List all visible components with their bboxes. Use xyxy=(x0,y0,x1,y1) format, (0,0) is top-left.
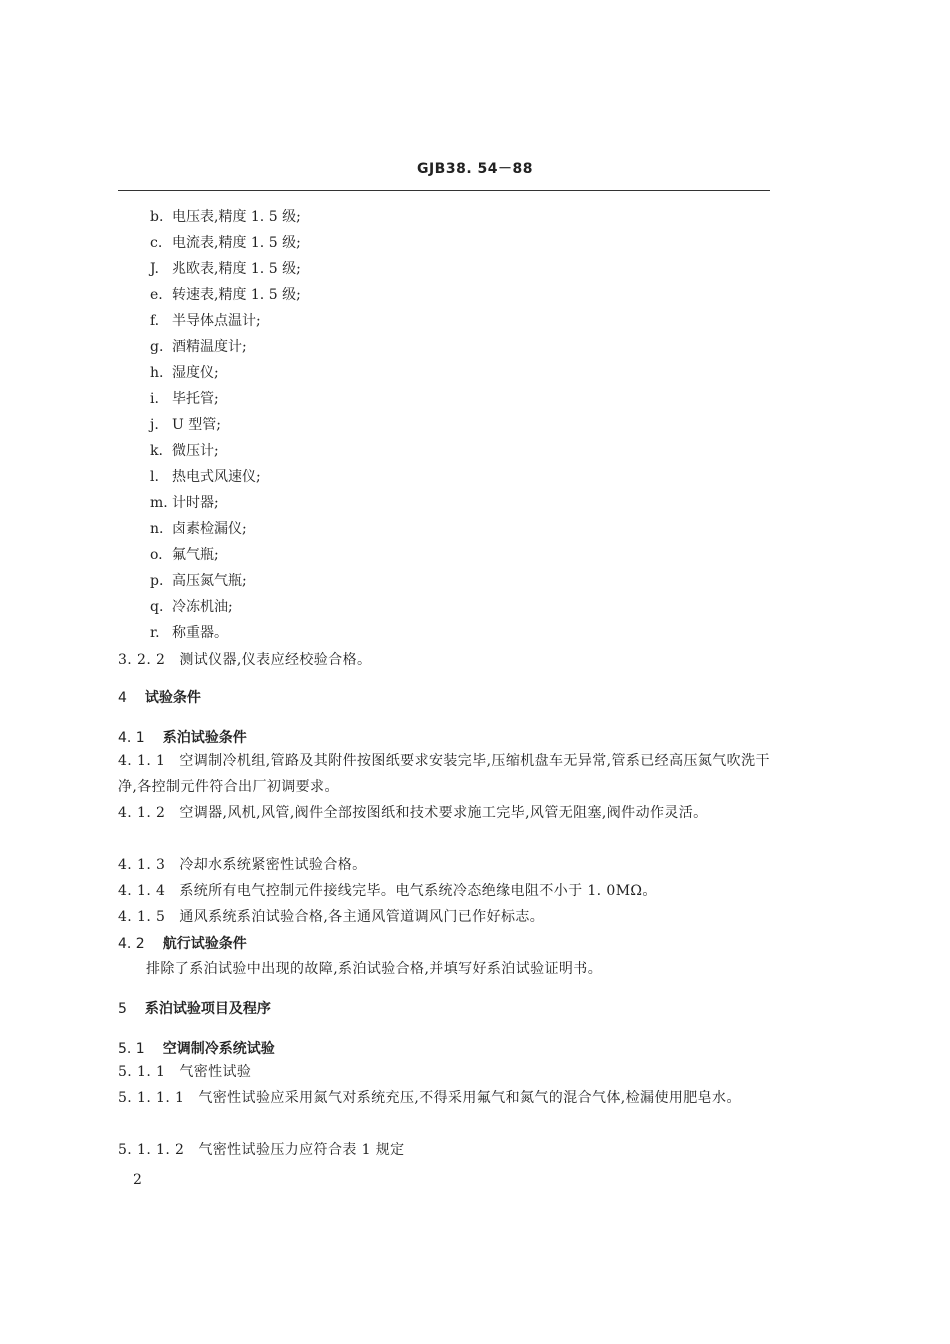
list-item-text: U 型管; xyxy=(172,417,221,433)
section-title: 空调制冷系统试验 xyxy=(162,1041,275,1057)
clause-number: 4. 1. 1 xyxy=(118,753,166,769)
section-number: 4. 1 xyxy=(118,730,145,746)
list-item-text: 电流表,精度 1. 5 级; xyxy=(172,235,301,251)
list-item-label: p. xyxy=(150,573,164,589)
clause-text: 气密性试验应采用氮气对系统充压,不得采用氟气和氮气的混合气体,检漏使用肥皂水。 xyxy=(198,1090,741,1106)
clause-text: 冷却水系统紧密性试验合格。 xyxy=(179,857,367,873)
list-item xyxy=(150,389,219,409)
list-item xyxy=(150,493,219,513)
section-title: 航行试验条件 xyxy=(162,936,247,952)
section-title: 试验条件 xyxy=(144,690,201,706)
list-item xyxy=(150,363,219,383)
list-item xyxy=(150,519,247,539)
clause-text: 系统所有电气控制元件接线完毕。电气系统冷态绝缘电阻不小于 1. 0MΩ。 xyxy=(179,883,657,899)
list-item-label: J. xyxy=(150,261,159,277)
list-item-text: 卤素检漏仪; xyxy=(172,521,247,537)
subsection-heading xyxy=(118,934,247,954)
clause-4-1-4 xyxy=(118,878,773,904)
clause-number: 4. 1. 4 xyxy=(118,883,166,899)
clause-text: 空调制冷机组,管路及其附件按图纸要求安装完毕,压缩机盘车无异常,管系已经高压氮气吹洗干净,各控制元件符合出厂初调要求。 xyxy=(118,753,770,795)
list-item xyxy=(150,233,301,253)
clause-text: 通风系统系泊试验合格,各主通风管道调风门已作好标志。 xyxy=(179,909,545,925)
clause-number: 5. 1. 1. 2 xyxy=(118,1142,185,1158)
list-item-label: l. xyxy=(150,469,159,485)
paragraph-4-2: 排除了系泊试验中出现的故障,系泊试验合格,并填写好系泊试验证明书。 xyxy=(146,961,603,977)
section-heading xyxy=(118,688,201,708)
list-item-label: g. xyxy=(150,339,164,355)
list-item-label: r. xyxy=(150,625,160,641)
list-item-text: 半导体点温计; xyxy=(172,313,261,329)
list-item-label: o. xyxy=(150,547,163,563)
list-item-label: e. xyxy=(150,287,163,303)
list-item-label: n. xyxy=(150,521,164,537)
list-item-text: 酒精温度计; xyxy=(172,339,247,355)
clause-4-1-5 xyxy=(118,904,773,930)
list-item-label: b. xyxy=(150,209,164,225)
clause-number: 4. 1. 2 xyxy=(118,805,166,821)
list-item-text: 兆欧表,精度 1. 5 级; xyxy=(172,261,301,277)
list-item-text: 毕托管; xyxy=(172,391,219,407)
clause-number: 5. 1. 1 xyxy=(118,1064,166,1080)
page-number: 2 xyxy=(133,1172,142,1188)
clause-text: 测试仪器,仪表应经校验合格。 xyxy=(179,652,372,668)
section-heading xyxy=(118,999,271,1019)
list-item-text: 计时器; xyxy=(172,495,219,511)
list-item-text: 电压表,精度 1. 5 级; xyxy=(172,209,301,225)
clause-number: 3. 2. 2 xyxy=(118,652,166,668)
clause-4-1-1 xyxy=(118,748,773,800)
header-rule xyxy=(118,190,770,191)
clause-number: 4. 1. 5 xyxy=(118,909,166,925)
list-item xyxy=(150,623,228,643)
clause-5-1-1 xyxy=(118,1059,773,1085)
list-item xyxy=(150,337,247,357)
section-title: 系泊试验项目及程序 xyxy=(144,1001,271,1017)
clause-4-1-3 xyxy=(118,852,773,878)
clause-5-1-1-2 xyxy=(118,1137,773,1163)
list-item-text: 冷冻机油; xyxy=(172,599,233,615)
list-item xyxy=(150,207,301,227)
clause-3-2-2 xyxy=(118,647,773,673)
section-number: 5 xyxy=(118,1001,127,1017)
list-item xyxy=(150,285,301,305)
list-item xyxy=(150,597,233,617)
clause-number: 4. 1. 3 xyxy=(118,857,166,873)
clause-5-1-1-1 xyxy=(118,1085,773,1111)
list-item-label: f. xyxy=(150,313,160,329)
list-item xyxy=(150,545,219,565)
list-item-label: i. xyxy=(150,391,159,407)
subsection-heading xyxy=(118,728,247,748)
list-item xyxy=(150,467,261,487)
clause-4-1-2 xyxy=(118,800,773,826)
document-code: GJB38. 54－88 xyxy=(416,161,533,177)
list-item-label: q. xyxy=(150,599,164,615)
list-item xyxy=(150,571,247,591)
list-item-label: c. xyxy=(150,235,163,251)
section-title: 系泊试验条件 xyxy=(162,730,247,746)
list-item-text: 微压计; xyxy=(172,443,219,459)
list-item xyxy=(150,441,219,461)
list-item-text: 热电式风速仪; xyxy=(172,469,261,485)
section-number: 5. 1 xyxy=(118,1041,145,1057)
list-item xyxy=(150,415,221,435)
list-item-text: 转速表,精度 1. 5 级; xyxy=(172,287,301,303)
clause-text: 气密性试验压力应符合表 1 规定 xyxy=(198,1142,405,1158)
list-item-label: m. xyxy=(150,495,168,511)
list-item xyxy=(150,259,301,279)
list-item-label: j. xyxy=(150,417,159,433)
subsection-heading xyxy=(118,1039,275,1059)
list-item-label: k. xyxy=(150,443,163,459)
list-item xyxy=(150,311,261,331)
list-item-label: h. xyxy=(150,365,164,381)
clause-text: 空调器,风机,风管,阀件全部按图纸和技术要求施工完毕,风管无阻塞,阀件动作灵活。 xyxy=(179,805,708,821)
list-item-text: 称重器。 xyxy=(172,625,228,641)
clause-number: 5. 1. 1. 1 xyxy=(118,1090,185,1106)
clause-text: 气密性试验 xyxy=(179,1064,252,1080)
section-number: 4. 2 xyxy=(118,936,145,952)
list-item-text: 氟气瓶; xyxy=(172,547,219,563)
section-number: 4 xyxy=(118,690,127,706)
list-item-text: 高压氮气瓶; xyxy=(172,573,247,589)
list-item-text: 湿度仪; xyxy=(172,365,219,381)
